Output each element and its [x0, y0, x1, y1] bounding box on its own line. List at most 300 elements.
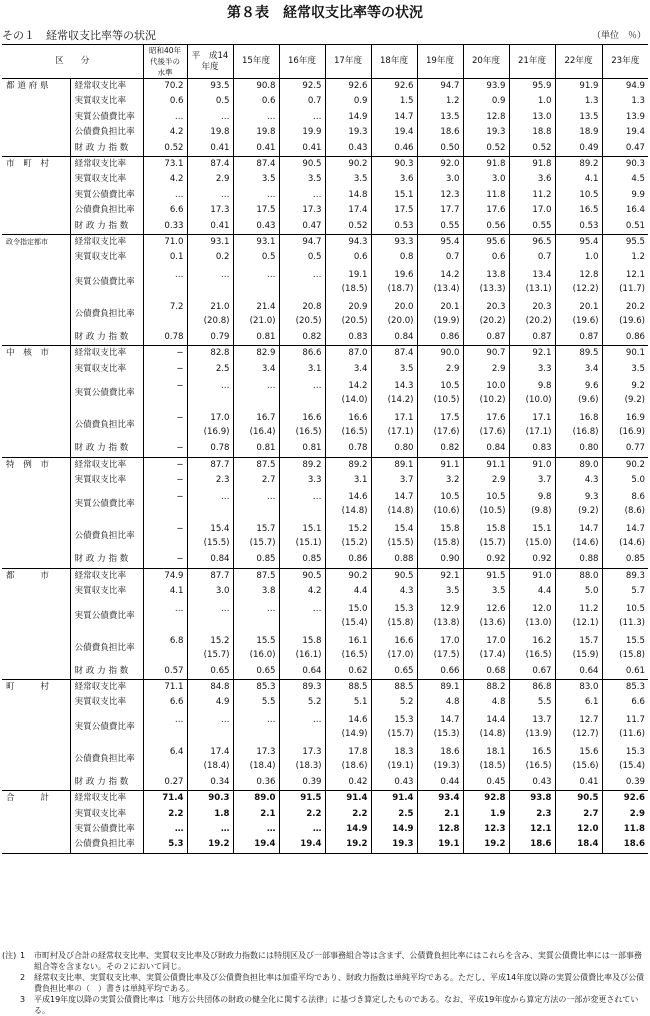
- weighted-value: 6.4: [169, 746, 184, 757]
- value-cell: 0.51: [602, 219, 648, 235]
- value-cell: 3.0: [417, 172, 463, 187]
- value-cell: 0.41: [233, 141, 279, 157]
- weighted-value: 12.7: [579, 714, 599, 725]
- weighted-value: 13.4: [532, 269, 552, 280]
- row-label: 経常収支比率: [70, 79, 143, 95]
- table-row: [2, 157, 648, 173]
- simple-average-value: (16.9): [619, 427, 646, 438]
- value-cell: [463, 377, 509, 409]
- simple-average-value: (19.6): [619, 315, 646, 326]
- weighted-value: 12.8: [579, 269, 599, 280]
- value-cell: [279, 266, 325, 298]
- simple-average-value: (11.7): [619, 283, 646, 294]
- value-cell: [233, 520, 279, 552]
- weighted-value: 17.4: [210, 746, 230, 757]
- simple-average-value: (18.6): [341, 760, 368, 771]
- value-cell: 0.86: [602, 330, 648, 346]
- simple-average-value: (13.3): [479, 283, 506, 294]
- weighted-value: 15.5: [256, 635, 276, 646]
- value-cell: [187, 743, 233, 775]
- value-cell: [417, 743, 463, 775]
- row-label: 公債費負担比率: [70, 632, 143, 664]
- value-cell: 4.8: [417, 695, 463, 710]
- simple-average-value: (13.6): [479, 617, 506, 628]
- value-cell: 87.4: [371, 346, 417, 362]
- weighted-value: 17.0: [486, 635, 506, 646]
- value-cell: 0.49: [555, 141, 602, 157]
- value-cell: 88.5: [325, 679, 371, 695]
- value-cell: [371, 632, 417, 664]
- simple-average-value: (17.6): [433, 427, 460, 438]
- note-text: 経常収支比率、実質収支比率、実質公債費比率及び公債費負担比率は加重平均であり、財政力指数は単純平均である。ただし、平成14年度以降の実質公債費比率及び公債費負担比率の（ ）書きは単純平均である。: [34, 973, 645, 993]
- weighted-value: 15.7: [579, 635, 599, 646]
- value-cell: 17.5: [371, 203, 417, 218]
- value-cell: …: [143, 188, 187, 203]
- value-cell: 95.5: [602, 235, 648, 251]
- row-label: 公債費負担比率: [70, 298, 143, 330]
- value-cell: −: [143, 441, 187, 457]
- value-cell: [417, 488, 463, 520]
- simple-average-value: [147, 425, 184, 439]
- value-cell: 2.9: [187, 172, 233, 187]
- value-cell: 93.9: [463, 79, 509, 95]
- table-row: [2, 409, 648, 441]
- value-cell: 5.0: [602, 473, 648, 488]
- simple-average-value: [237, 393, 276, 407]
- value-cell: 0.43: [233, 219, 279, 235]
- value-cell: 0.79: [187, 330, 233, 346]
- value-cell: [555, 632, 602, 664]
- value-cell: [371, 520, 417, 552]
- value-cell: 0.82: [417, 441, 463, 457]
- table-row: [2, 520, 648, 552]
- weighted-value: …: [266, 381, 276, 392]
- simple-average-value: (14.8): [341, 506, 368, 517]
- value-cell: [187, 632, 233, 664]
- value-cell: 6.6: [143, 695, 187, 710]
- value-cell: [325, 632, 371, 664]
- row-label: 実質公債費比率: [70, 266, 143, 298]
- simple-average-value: (20.8): [203, 315, 230, 326]
- value-cell: 17.5: [233, 203, 279, 218]
- group-label: [2, 409, 70, 441]
- value-cell: [417, 520, 463, 552]
- simple-average-value: (15.7): [203, 649, 230, 660]
- weighted-value: 19.6: [394, 269, 414, 280]
- value-cell: [143, 632, 187, 664]
- value-cell: 90.8: [233, 79, 279, 95]
- value-cell: 0.81: [233, 330, 279, 346]
- value-cell: 87.7: [187, 568, 233, 584]
- simple-average-value: (10.2): [479, 395, 506, 406]
- value-cell: 3.4: [325, 362, 371, 377]
- value-cell: [417, 600, 463, 632]
- value-cell: 3.6: [509, 172, 555, 187]
- value-cell: 91.1: [463, 457, 509, 473]
- table-row: [2, 362, 648, 377]
- value-cell: 5.2: [279, 695, 325, 710]
- value-cell: [233, 266, 279, 298]
- table-row: [2, 441, 648, 457]
- value-cell: 19.2: [325, 837, 371, 853]
- row-label: 実質公債費比率: [70, 488, 143, 520]
- value-cell: 10.5: [555, 188, 602, 203]
- value-cell: 19.3: [463, 125, 509, 140]
- value-cell: [279, 600, 325, 632]
- value-cell: 0.34: [187, 775, 233, 791]
- simple-average-value: (15.6): [572, 760, 599, 771]
- weighted-value: 10.0: [486, 381, 506, 392]
- value-cell: …: [143, 822, 187, 837]
- value-cell: [555, 488, 602, 520]
- simple-average-value: [283, 616, 322, 630]
- value-cell: 4.2: [279, 584, 325, 599]
- value-cell: 4.1: [143, 584, 187, 599]
- weighted-value: …: [220, 603, 230, 614]
- value-cell: 92.0: [417, 157, 463, 173]
- value-cell: [509, 743, 555, 775]
- value-cell: [555, 711, 602, 743]
- value-cell: [371, 600, 417, 632]
- simple-average-value: [147, 536, 184, 550]
- value-cell: [233, 600, 279, 632]
- value-cell: 2.1: [233, 807, 279, 822]
- simple-average-value: (20.5): [295, 315, 322, 326]
- group-label: 都 道 府 県: [2, 79, 70, 95]
- value-cell: 3.7: [371, 473, 417, 488]
- value-cell: [509, 520, 555, 552]
- value-cell: 87.4: [187, 157, 233, 173]
- simple-average-value: (15.2): [341, 538, 368, 549]
- value-cell: 0.33: [143, 219, 187, 235]
- simple-average-value: (16.5): [295, 427, 322, 438]
- value-cell: …: [233, 188, 279, 203]
- simple-average-value: [147, 727, 184, 741]
- weighted-value: 18.1: [486, 746, 506, 757]
- value-cell: …: [187, 188, 233, 203]
- value-cell: [187, 488, 233, 520]
- value-cell: 0.9: [463, 94, 509, 109]
- value-cell: 18.4: [555, 837, 602, 853]
- row-label: 公債費負担比率: [70, 520, 143, 552]
- simple-average-value: (17.6): [479, 427, 506, 438]
- simple-average-value: (14.8): [387, 506, 414, 517]
- simple-average-value: (20.2): [525, 315, 552, 326]
- simple-average-value: (18.4): [203, 760, 230, 771]
- row-label: 経常収支比率: [70, 346, 143, 362]
- value-cell: 2.9: [463, 473, 509, 488]
- value-cell: 0.67: [509, 664, 555, 680]
- value-cell: 90.3: [602, 157, 648, 173]
- value-cell: 18.8: [509, 125, 555, 140]
- note-label: [2, 972, 20, 994]
- value-cell: 19.4: [602, 125, 648, 140]
- value-cell: 3.5: [325, 172, 371, 187]
- group-label: [2, 695, 70, 710]
- group-label: 合 計: [2, 791, 70, 807]
- table-row: [2, 837, 648, 853]
- simple-average-value: (15.7): [387, 728, 414, 739]
- group-label: [2, 600, 70, 632]
- value-cell: 89.1: [371, 457, 417, 473]
- value-cell: 19.4: [233, 837, 279, 853]
- value-cell: 0.6: [463, 250, 509, 265]
- value-cell: 0.90: [417, 552, 463, 568]
- group-label: [2, 488, 70, 520]
- value-cell: 1.0: [555, 250, 602, 265]
- group-label: 都 市: [2, 568, 70, 584]
- simple-average-value: [147, 504, 184, 518]
- value-cell: 91.0: [509, 457, 555, 473]
- row-label: 実質公債費比率: [70, 822, 143, 837]
- value-cell: 71.0: [143, 235, 187, 251]
- weighted-value: 16.6: [394, 635, 414, 646]
- value-cell: 0.55: [509, 219, 555, 235]
- group-label: [2, 110, 70, 125]
- value-cell: 86.8: [509, 679, 555, 695]
- row-label: 財 政 力 指 数: [70, 330, 143, 346]
- value-cell: [143, 488, 187, 520]
- value-cell: 3.3: [279, 473, 325, 488]
- value-cell: [143, 409, 187, 441]
- group-label: [2, 473, 70, 488]
- simple-average-value: (15.8): [619, 649, 646, 660]
- simple-average-value: (15.7): [479, 538, 506, 549]
- table-row: [2, 377, 648, 409]
- simple-average-value: [191, 504, 230, 518]
- value-cell: 2.9: [417, 362, 463, 377]
- value-cell: 0.6: [233, 94, 279, 109]
- value-cell: 0.87: [555, 330, 602, 346]
- value-cell: 0.9: [325, 94, 371, 109]
- weighted-value: 14.6: [348, 714, 368, 725]
- simple-average-value: (20.2): [479, 315, 506, 326]
- value-cell: 87.0: [325, 346, 371, 362]
- value-cell: [371, 409, 417, 441]
- simple-average-value: (16.0): [249, 649, 276, 660]
- value-cell: 0.5: [279, 250, 325, 265]
- row-label: 実質公債費比率: [70, 711, 143, 743]
- value-cell: 83.0: [555, 679, 602, 695]
- weighted-value: 16.7: [256, 413, 276, 424]
- table-row: [2, 584, 648, 599]
- value-cell: 19.8: [187, 125, 233, 140]
- value-cell: 0.56: [463, 219, 509, 235]
- value-cell: [233, 377, 279, 409]
- value-cell: 0.45: [463, 775, 509, 791]
- table-row: [2, 457, 648, 473]
- header-cell: 21年度: [509, 45, 555, 79]
- value-cell: 0.78: [143, 330, 187, 346]
- value-cell: 4.5: [602, 172, 648, 187]
- weighted-value: 14.4: [486, 714, 506, 725]
- group-label: [2, 94, 70, 109]
- value-cell: [371, 298, 417, 330]
- value-cell: 95.4: [417, 235, 463, 251]
- value-cell: 90.3: [187, 791, 233, 807]
- group-label: [2, 711, 70, 743]
- value-cell: 94.7: [417, 79, 463, 95]
- group-label: [2, 250, 70, 265]
- row-label: 財 政 力 指 数: [70, 552, 143, 568]
- weighted-value: 16.9: [625, 413, 646, 424]
- value-cell: 14.9: [371, 822, 417, 837]
- simple-average-value: (15.1): [295, 538, 322, 549]
- simple-average-value: [147, 759, 184, 773]
- value-cell: 92.8: [463, 791, 509, 807]
- value-cell: 89.0: [233, 791, 279, 807]
- simple-average-value: (18.4): [249, 760, 276, 771]
- value-cell: 1.3: [602, 94, 648, 109]
- weighted-value: 14.7: [579, 524, 599, 535]
- value-cell: [509, 298, 555, 330]
- value-cell: 0.61: [602, 664, 648, 680]
- value-cell: 0.7: [417, 250, 463, 265]
- weighted-value: …: [266, 492, 276, 503]
- weighted-value: 20.3: [486, 301, 506, 312]
- value-cell: 11.2: [509, 188, 555, 203]
- simple-average-value: [147, 393, 184, 407]
- value-cell: [371, 711, 417, 743]
- value-cell: [509, 409, 555, 441]
- row-label: 実質収支比率: [70, 695, 143, 710]
- value-cell: [463, 632, 509, 664]
- table-row: [2, 346, 648, 362]
- value-cell: 0.86: [325, 552, 371, 568]
- weighted-value: 6.8: [169, 635, 184, 646]
- weighted-value: 20.9: [348, 301, 368, 312]
- group-label: [2, 298, 70, 330]
- value-cell: 0.41: [187, 141, 233, 157]
- note-text: 市町村及び合計の経常収支比率、実質収支比率及び財政力指数には特別区及び一部事務組合等は含まず、公債費負担比率にはこれらを含み、実質公債費比率には一部事務組合等を含まない。その２において同じ。: [34, 951, 642, 971]
- value-cell: 91.9: [555, 79, 602, 95]
- value-cell: 91.8: [463, 157, 509, 173]
- value-cell: [371, 488, 417, 520]
- value-cell: 0.1: [143, 250, 187, 265]
- value-cell: 18.6: [602, 837, 648, 853]
- weighted-value: 7.2: [169, 301, 184, 312]
- row-label: 実質公債費比率: [70, 600, 143, 632]
- weighted-value: 12.6: [486, 603, 506, 614]
- value-cell: [279, 520, 325, 552]
- value-cell: 12.3: [463, 822, 509, 837]
- value-cell: [279, 298, 325, 330]
- value-cell: 0.5: [187, 94, 233, 109]
- simple-average-value: (14.0): [341, 395, 368, 406]
- value-cell: [143, 377, 187, 409]
- simple-average-value: (16.1): [295, 649, 322, 660]
- value-cell: 16.5: [555, 203, 602, 218]
- row-label: 財 政 力 指 数: [70, 664, 143, 680]
- value-cell: 13.0: [509, 110, 555, 125]
- value-cell: 5.0: [555, 584, 602, 599]
- table-row: [2, 94, 648, 109]
- group-label: [2, 219, 70, 235]
- simple-average-value: [283, 727, 322, 741]
- weighted-value: 17.3: [256, 746, 276, 757]
- row-label: 実質収支比率: [70, 94, 143, 109]
- value-cell: 4.4: [509, 584, 555, 599]
- simple-average-value: (19.3): [433, 760, 460, 771]
- value-cell: 0.78: [325, 441, 371, 457]
- simple-average-value: (12.2): [572, 283, 599, 294]
- value-cell: 17.7: [417, 203, 463, 218]
- value-cell: 4.9: [187, 695, 233, 710]
- value-cell: 3.4: [555, 362, 602, 377]
- value-cell: 73.1: [143, 157, 187, 173]
- value-cell: 82.9: [233, 346, 279, 362]
- value-cell: [602, 711, 648, 743]
- value-cell: [602, 743, 648, 775]
- group-label: [2, 441, 70, 457]
- weighted-value: 10.5: [486, 492, 506, 503]
- value-cell: 0.87: [509, 330, 555, 346]
- value-cell: 0.92: [463, 552, 509, 568]
- weighted-value: 12.0: [532, 603, 552, 614]
- weighted-value: …: [312, 714, 322, 725]
- table-row: [2, 775, 648, 791]
- value-cell: 2.5: [371, 807, 417, 822]
- note-item: [2, 950, 646, 972]
- weighted-value: 17.1: [394, 413, 414, 424]
- value-cell: [463, 743, 509, 775]
- value-cell: [555, 600, 602, 632]
- value-cell: −: [143, 457, 187, 473]
- simple-average-value: (14.2): [387, 395, 414, 406]
- simple-average-value: (13.8): [433, 617, 460, 628]
- value-cell: 89.0: [555, 457, 602, 473]
- value-cell: 14.8: [325, 188, 371, 203]
- value-cell: 0.42: [325, 775, 371, 791]
- value-cell: 0.85: [602, 552, 648, 568]
- value-cell: [371, 743, 417, 775]
- value-cell: 90.5: [279, 568, 325, 584]
- value-cell: 0.57: [143, 664, 187, 680]
- weighted-value: 15.3: [394, 714, 414, 725]
- value-cell: [143, 520, 187, 552]
- weighted-value: 16.6: [302, 413, 322, 424]
- value-cell: [463, 266, 509, 298]
- value-cell: 91.4: [325, 791, 371, 807]
- value-cell: 3.5: [233, 172, 279, 187]
- value-cell: 90.7: [463, 346, 509, 362]
- simple-average-value: (18.3): [295, 760, 322, 771]
- weighted-value: 20.1: [579, 301, 599, 312]
- value-cell: 3.5: [417, 584, 463, 599]
- value-cell: 93.4: [417, 791, 463, 807]
- value-cell: 3.5: [602, 362, 648, 377]
- weighted-value: 17.3: [302, 746, 322, 757]
- value-cell: [602, 409, 648, 441]
- weighted-value: 13.8: [486, 269, 506, 280]
- value-cell: 91.0: [509, 568, 555, 584]
- value-cell: 5.5: [233, 695, 279, 710]
- value-cell: 90.0: [417, 346, 463, 362]
- value-cell: [143, 711, 187, 743]
- weighted-value: 11.7: [625, 714, 646, 725]
- simple-average-value: (15.9): [572, 649, 599, 660]
- value-cell: 19.2: [187, 837, 233, 853]
- row-label: 実質収支比率: [70, 362, 143, 377]
- value-cell: [325, 488, 371, 520]
- value-cell: 91.1: [417, 457, 463, 473]
- value-cell: [371, 266, 417, 298]
- weighted-value: …: [220, 269, 230, 280]
- value-cell: 88.2: [463, 679, 509, 695]
- weighted-value: 21.4: [256, 301, 276, 312]
- value-cell: [187, 600, 233, 632]
- table-row: [2, 743, 648, 775]
